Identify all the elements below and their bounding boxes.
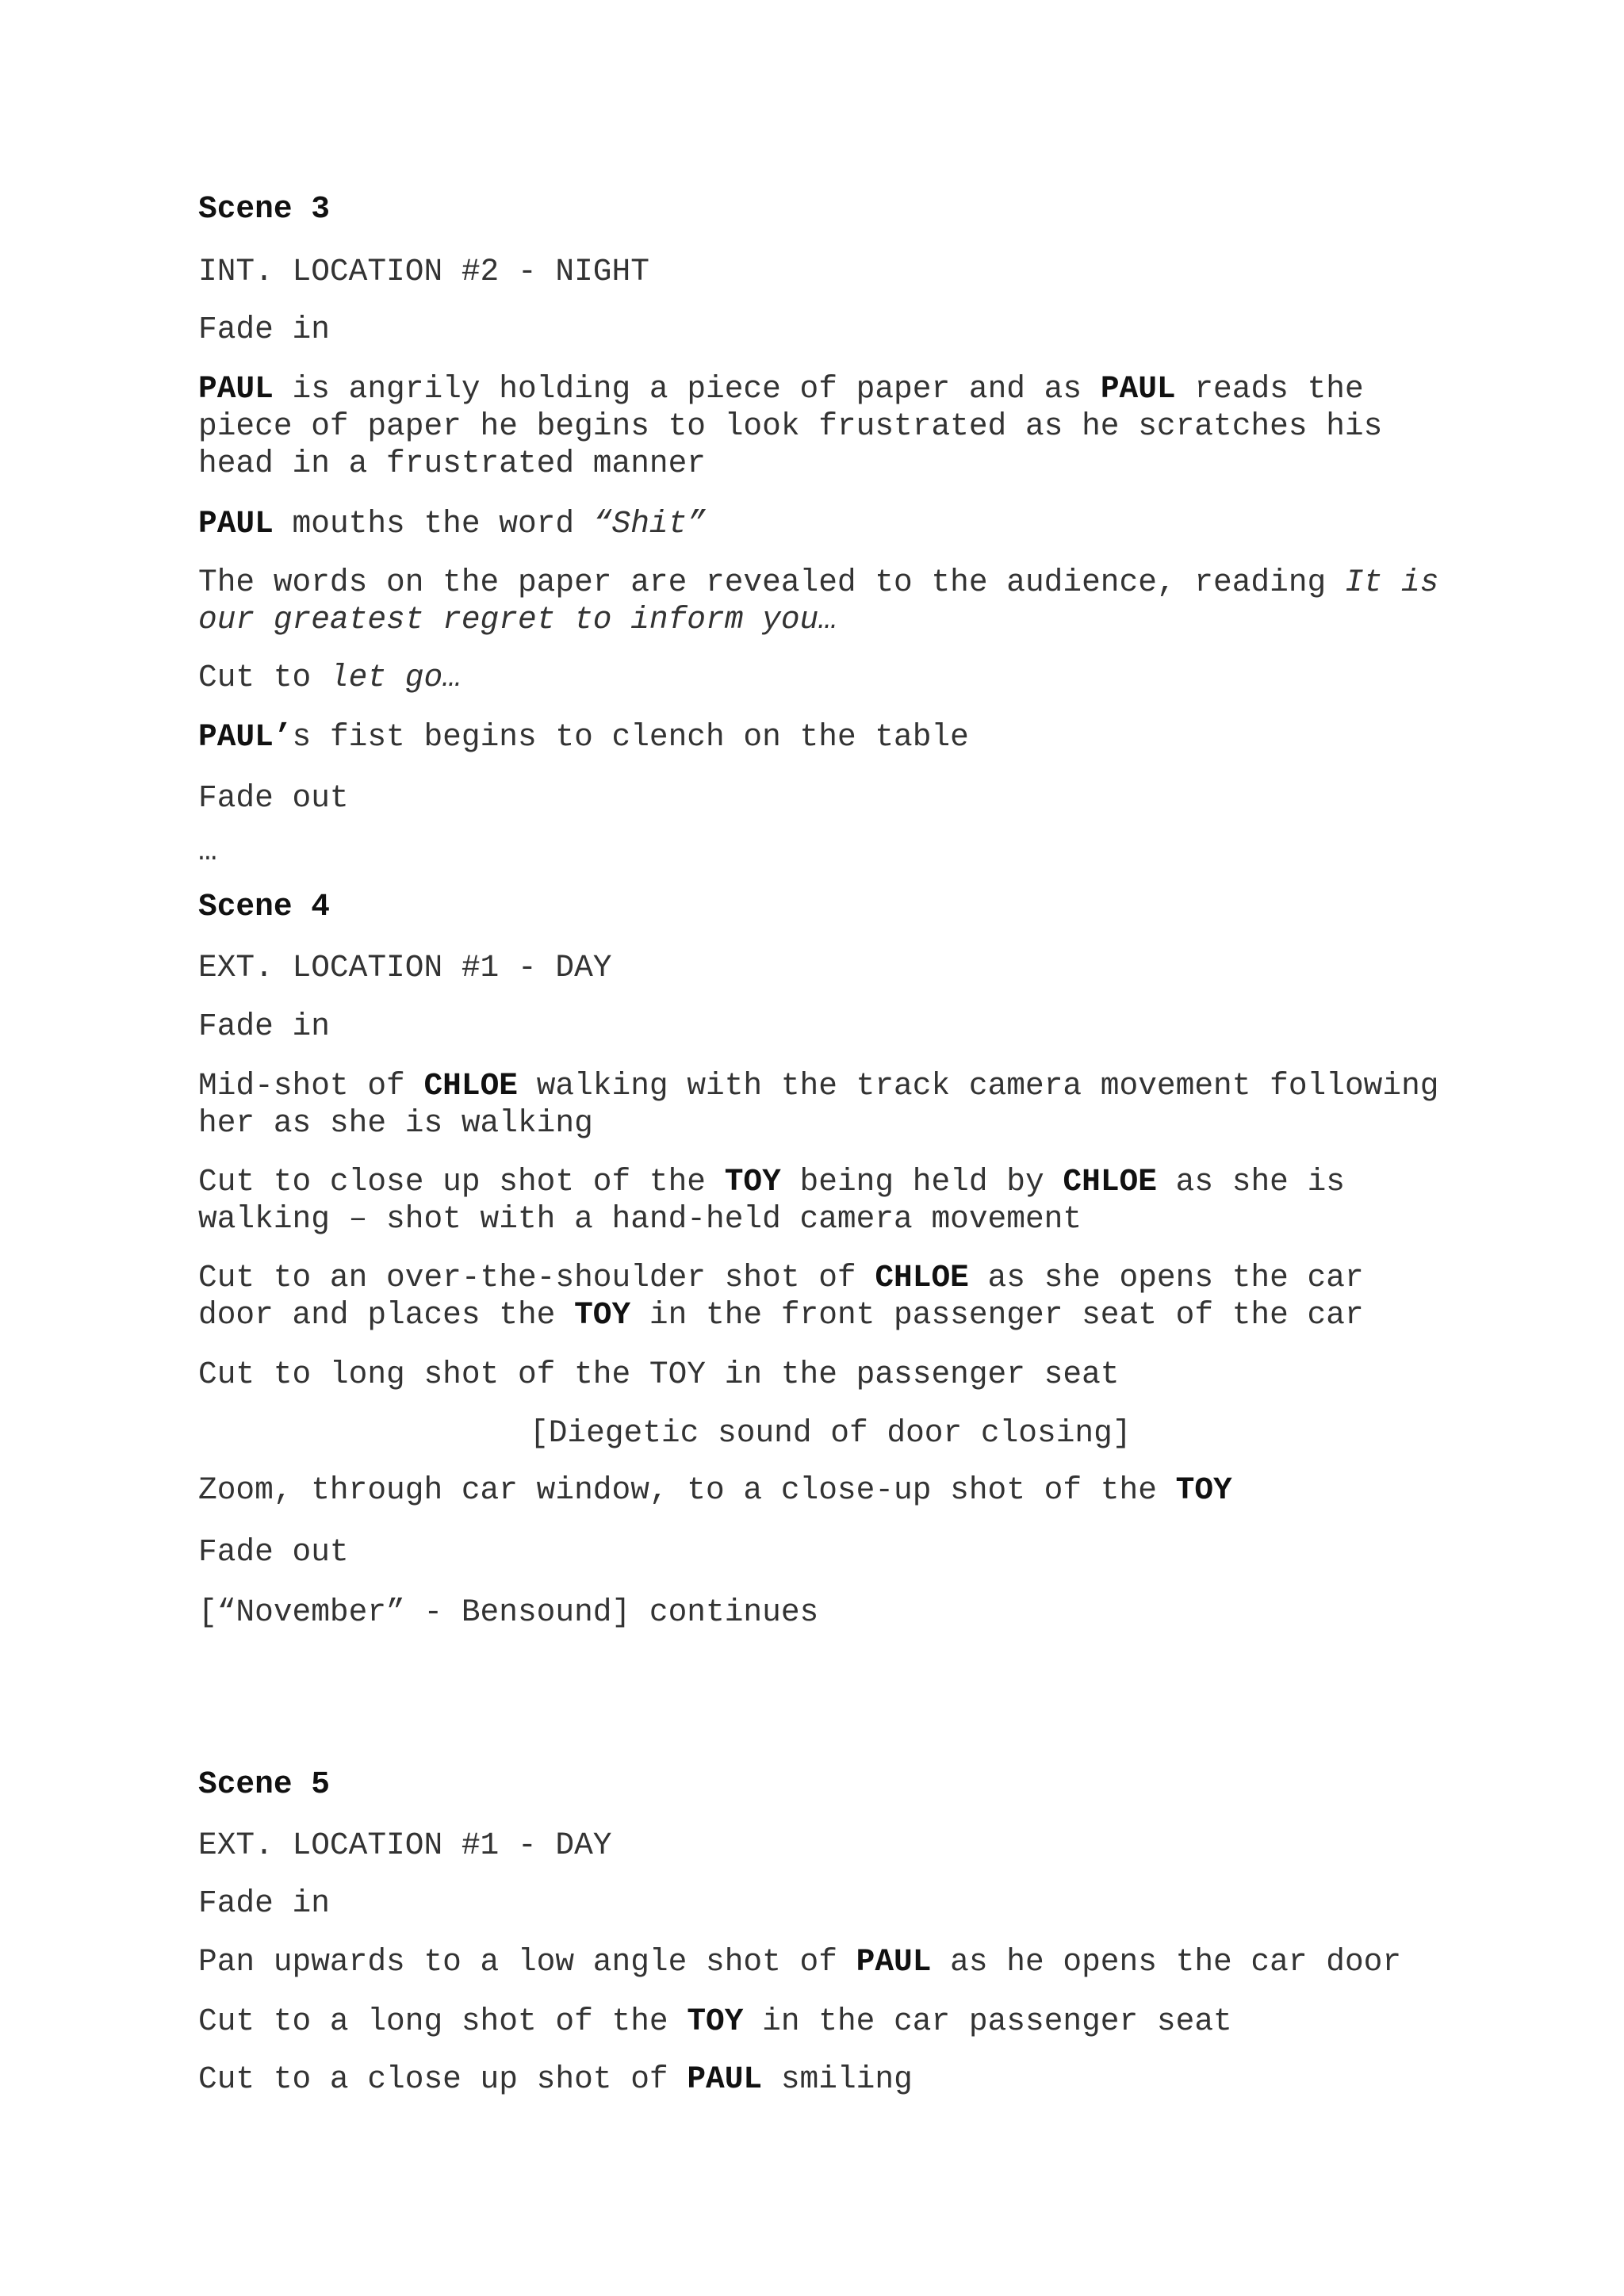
scene-3-slugline: INT. LOCATION #2 - NIGHT <box>198 254 649 289</box>
scene-3-action-3: The words on the paper are revealed to the audience, reading It is our greatest regret to inform you… <box>198 564 1458 637</box>
scene-4-fade-out: Fade out <box>198 1534 349 1570</box>
prop-name: TOY <box>724 1164 781 1200</box>
scene-5-action-2: Cut to a long shot of the TOY in the car passenger seat <box>198 2003 1232 2039</box>
scene-3-action-5: PAUL’s fist begins to clench on the table <box>198 719 969 755</box>
character-name: PAUL’ <box>198 719 293 755</box>
scene-3-fade-in: Fade in <box>198 312 330 347</box>
prop-name: TOY <box>574 1297 631 1333</box>
scene-4-slugline: EXT. LOCATION #1 - DAY <box>198 950 612 985</box>
scene-5-action-1: Pan upwards to a low angle shot of PAUL as he opens the car door <box>198 1944 1402 1980</box>
character-name: PAUL <box>856 1944 932 1980</box>
scene-break-ellipsis: … <box>198 833 217 869</box>
scene-4-action-3: Cut to an over-the-shoulder shot of CHLOE as she opens the car door and places the TOY in the front passenger seat of the car <box>198 1260 1383 1333</box>
scene-5-action-3: Cut to a close up shot of PAUL smiling <box>198 2061 913 2097</box>
character-name: PAUL <box>198 506 274 541</box>
character-name: PAUL <box>198 371 274 407</box>
prop-name: TOY <box>1175 1472 1232 1508</box>
character-name: PAUL <box>687 2061 763 2097</box>
scene-4-action-2: Cut to close up shot of the TOY being held by CHLOE as she is walking – shot with a hand-held camera movement <box>198 1164 1364 1237</box>
scene-3-action-1: PAUL is angrily holding a piece of paper and as PAUL reads the piece of paper he begins to look frustrated as he scratches his head in a frustrated manner <box>198 371 1402 481</box>
scene-4-sound-cue: [Diegetic sound of door closing] <box>530 1415 1132 1451</box>
character-name: PAUL <box>1100 371 1176 407</box>
scene-3-action-4: Cut to let go… <box>198 660 462 695</box>
character-name: CHLOE <box>423 1068 518 1104</box>
scene-5-heading: Scene 5 <box>198 1766 330 1802</box>
scene-4-action-1: Mid-shot of CHLOE walking with the track camera movement following her as she is walking <box>198 1068 1458 1141</box>
scene-4-heading: Scene 4 <box>198 889 330 924</box>
scene-4-music-cue: [“November” - Bensound] continues <box>198 1594 819 1630</box>
scene-5-fade-in: Fade in <box>198 1885 330 1921</box>
scene-3-fade-out: Fade out <box>198 780 349 816</box>
scene-3-heading: Scene 3 <box>198 191 330 227</box>
scene-4-action-4: Cut to long shot of the TOY in the passenger seat <box>198 1357 1120 1392</box>
character-name: CHLOE <box>875 1260 969 1295</box>
scene-4-fade-in: Fade in <box>198 1008 330 1044</box>
scene-5-slugline: EXT. LOCATION #1 - DAY <box>198 1827 612 1863</box>
scene-4-action-5: Zoom, through car window, to a close-up shot of the TOY <box>198 1472 1232 1508</box>
prop-name: TOY <box>687 2003 744 2039</box>
character-name: CHLOE <box>1063 1164 1157 1200</box>
scene-3-action-2: PAUL mouths the word “Shit” <box>198 506 707 541</box>
